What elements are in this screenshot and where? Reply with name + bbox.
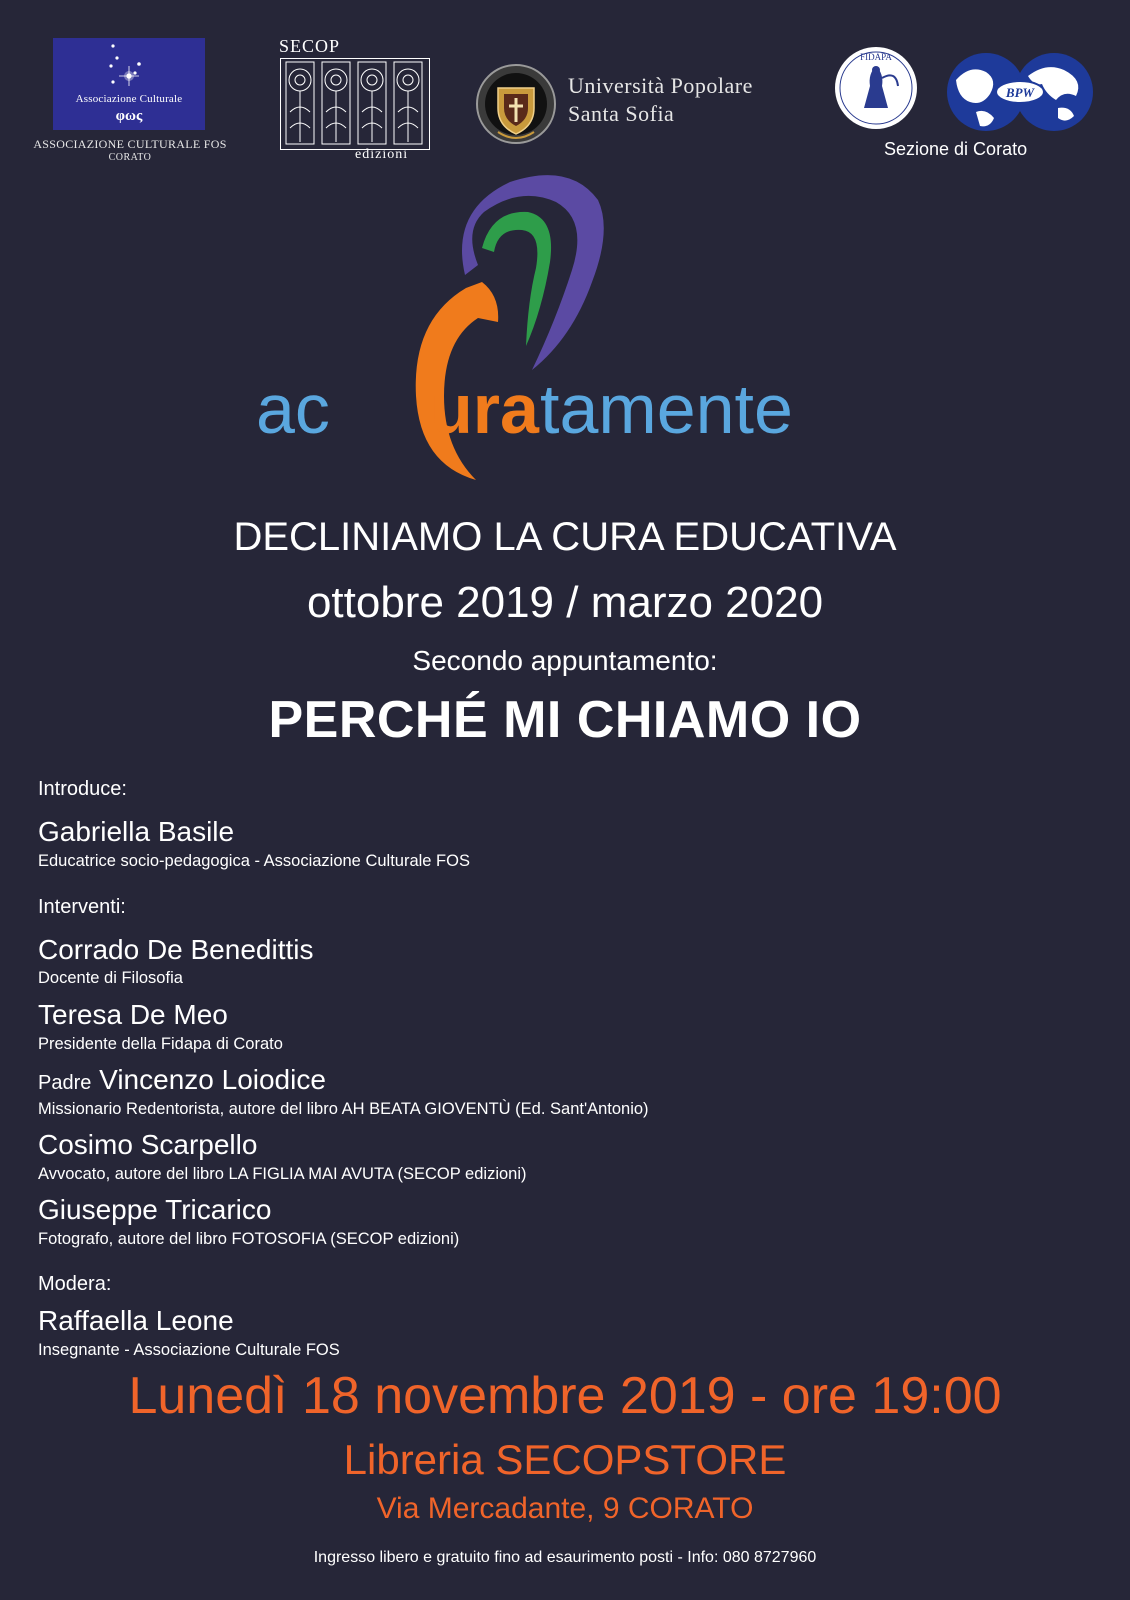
fos-logo-greek: φως — [115, 108, 143, 124]
universita-name-line1: Università Popolare — [568, 73, 753, 98]
secop-logo-subtitle: edizioni — [355, 147, 409, 162]
speaker-role: Avvocato, autore del libro LA FIGLIA MAI AVUTA (SECOP edizioni) — [38, 1165, 527, 1183]
speaker-role: Docente di Filosofia — [38, 969, 183, 987]
speaker-role: Presidente della Fidapa di Corato — [38, 1035, 283, 1053]
bpw-globe-logo-icon — [946, 50, 1094, 134]
bpw-section-caption: Sezione di Corato — [884, 139, 1028, 159]
fos-logo — [53, 38, 205, 130]
speaker-name: Cosimo Scarpello — [38, 1129, 258, 1160]
care-ribbon-icon — [360, 170, 620, 500]
event-theme: PERCHÉ MI CHIAMO IO — [268, 691, 862, 749]
speaker-name: Vincenzo Loiodice — [99, 1064, 326, 1095]
title-part-tamente: tamente — [540, 370, 793, 448]
event-venue: Libreria SECOPSTORE — [343, 1436, 787, 1483]
interventi-label: Interventi: — [38, 896, 126, 918]
fos-logo-line1: Associazione Culturale — [75, 93, 183, 105]
event-series-subtitle: DECLINIAMO LA CURA EDUCATIVA — [233, 515, 897, 559]
appointment-label: Secondo appuntamento: — [412, 645, 718, 676]
fos-caption-city: CORATO — [108, 152, 152, 163]
introducer-name: Gabriella Basile — [38, 816, 235, 847]
modera-label: Modera: — [38, 1273, 112, 1295]
event-series-dates: ottobre 2019 / marzo 2020 — [306, 578, 824, 627]
secop-logo-icon — [280, 58, 430, 150]
speaker-name: Teresa De Meo — [38, 999, 228, 1030]
title-part-ac: ac — [256, 370, 330, 448]
speaker-name: Giuseppe Tricarico — [38, 1194, 272, 1225]
fidapa-letters: FIDAPA — [860, 52, 892, 62]
event-address: Via Mercadante, 9 CORATO — [376, 1492, 754, 1525]
speaker-name: Corrado De Benedittis — [38, 934, 314, 965]
speaker-role: Fotografo, autore del libro FOTOSOFIA (SECOP edizioni) — [38, 1230, 460, 1248]
moderator-name: Raffaella Leone — [38, 1305, 234, 1336]
fidapa-logo-icon — [834, 46, 918, 130]
title-part-ura: ura — [430, 370, 539, 448]
event-info: Ingresso libero e gratuito fino ad esaurimento posti - Info: 080 8727960 — [313, 1549, 817, 1566]
fos-caption: ASSOCIAZIONE CULTURALE FOS — [33, 137, 227, 151]
introducer-role: Educatrice socio-pedagogica - Associazione Culturale FOS — [38, 852, 470, 870]
introduce-label: Introduce: — [38, 778, 127, 800]
universita-name-line2: Santa Sofia — [568, 101, 675, 126]
speaker-role: Missionario Redentorista, autore del libro AH BEATA GIOVENTÙ (Ed. Sant'Antonio) — [38, 1100, 649, 1118]
universita-crest-icon — [476, 62, 556, 146]
secop-logo-title: SECOP — [279, 36, 341, 56]
event-datetime: Lunedì 18 novembre 2019 - ore 19:00 — [128, 1367, 1002, 1425]
moderator-role: Insegnante - Associazione Culturale FOS — [38, 1341, 340, 1359]
speaker-entry — [38, 1064, 326, 1096]
speaker-prefix: Padre — [38, 1072, 92, 1094]
bpw-logo-text: BPW — [1005, 85, 1035, 100]
